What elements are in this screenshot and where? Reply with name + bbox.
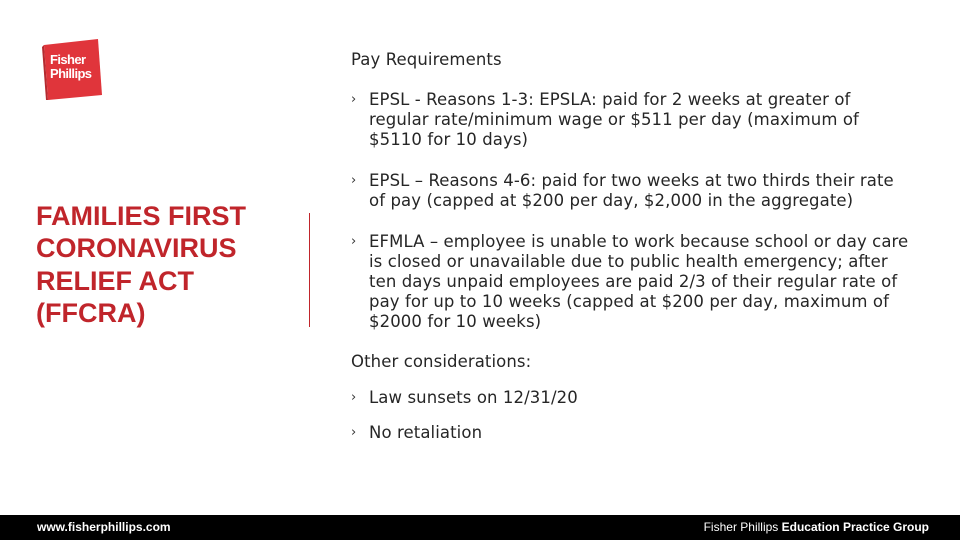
footer-website-link[interactable]: www.fisherphillips.com xyxy=(37,520,171,534)
list-item xyxy=(351,90,911,150)
list-item xyxy=(351,171,911,211)
list-item xyxy=(351,423,911,443)
chevron-right-icon: › xyxy=(351,92,357,107)
bullet-text-no-retaliation: No retaliation xyxy=(369,423,483,442)
list-item xyxy=(351,388,911,408)
content-body xyxy=(351,48,911,443)
chevron-right-icon: › xyxy=(351,234,357,249)
footer-group-name: Education Practice Group xyxy=(781,520,929,534)
slide-title xyxy=(36,200,296,330)
title-line-4: (FFCRA) xyxy=(36,298,146,329)
title-line-1: FAMILIES FIRST xyxy=(36,201,247,231)
logo-line-1: Fisher xyxy=(50,52,86,67)
list-item xyxy=(351,232,911,332)
fisher-phillips-logo xyxy=(40,37,104,101)
title-line-2: CORONAVIRUS xyxy=(36,233,237,264)
vertical-divider xyxy=(309,213,310,327)
footer-firm-name: Fisher Phillips xyxy=(703,520,782,534)
title-line-3: RELIEF ACT xyxy=(36,265,194,296)
chevron-right-icon: › xyxy=(351,390,357,405)
bullet-text-efmla: EFMLA – employee is unable to work because school or day care is closed or unavailable due to public health emergency; after ten days unpaid employees are paid 2/3 of their regular rate of pay for up to 10 weeks (capped at $200 per day, maximum of $2000 for 10 weeks) xyxy=(369,232,909,331)
chevron-right-icon: › xyxy=(351,425,357,440)
pay-requirements-list xyxy=(351,90,911,332)
chevron-right-icon: › xyxy=(351,173,357,188)
pay-requirements-heading: Pay Requirements xyxy=(351,50,502,69)
footer-practice-group xyxy=(704,520,929,534)
bullet-text-epsl-4-6: EPSL – Reasons 4-6: paid for two weeks at two thirds their rate of pay (capped at $200 per day, $2,000 in the aggregate) xyxy=(369,171,894,210)
other-considerations-heading: Other considerations: xyxy=(351,352,532,371)
logo-line-2: Phillips xyxy=(50,66,92,81)
logo-mark xyxy=(40,37,104,101)
bullet-text-law-sunsets: Law sunsets on 12/31/20 xyxy=(369,388,578,407)
footer-bar xyxy=(0,515,960,540)
bullet-text-epsl-1-3: EPSL - Reasons 1-3: EPSLA: paid for 2 weeks at greater of regular rate/minimum wage or $511 per day (maximum of $5110 for 10 days) xyxy=(369,90,859,149)
other-considerations-list xyxy=(351,388,911,443)
